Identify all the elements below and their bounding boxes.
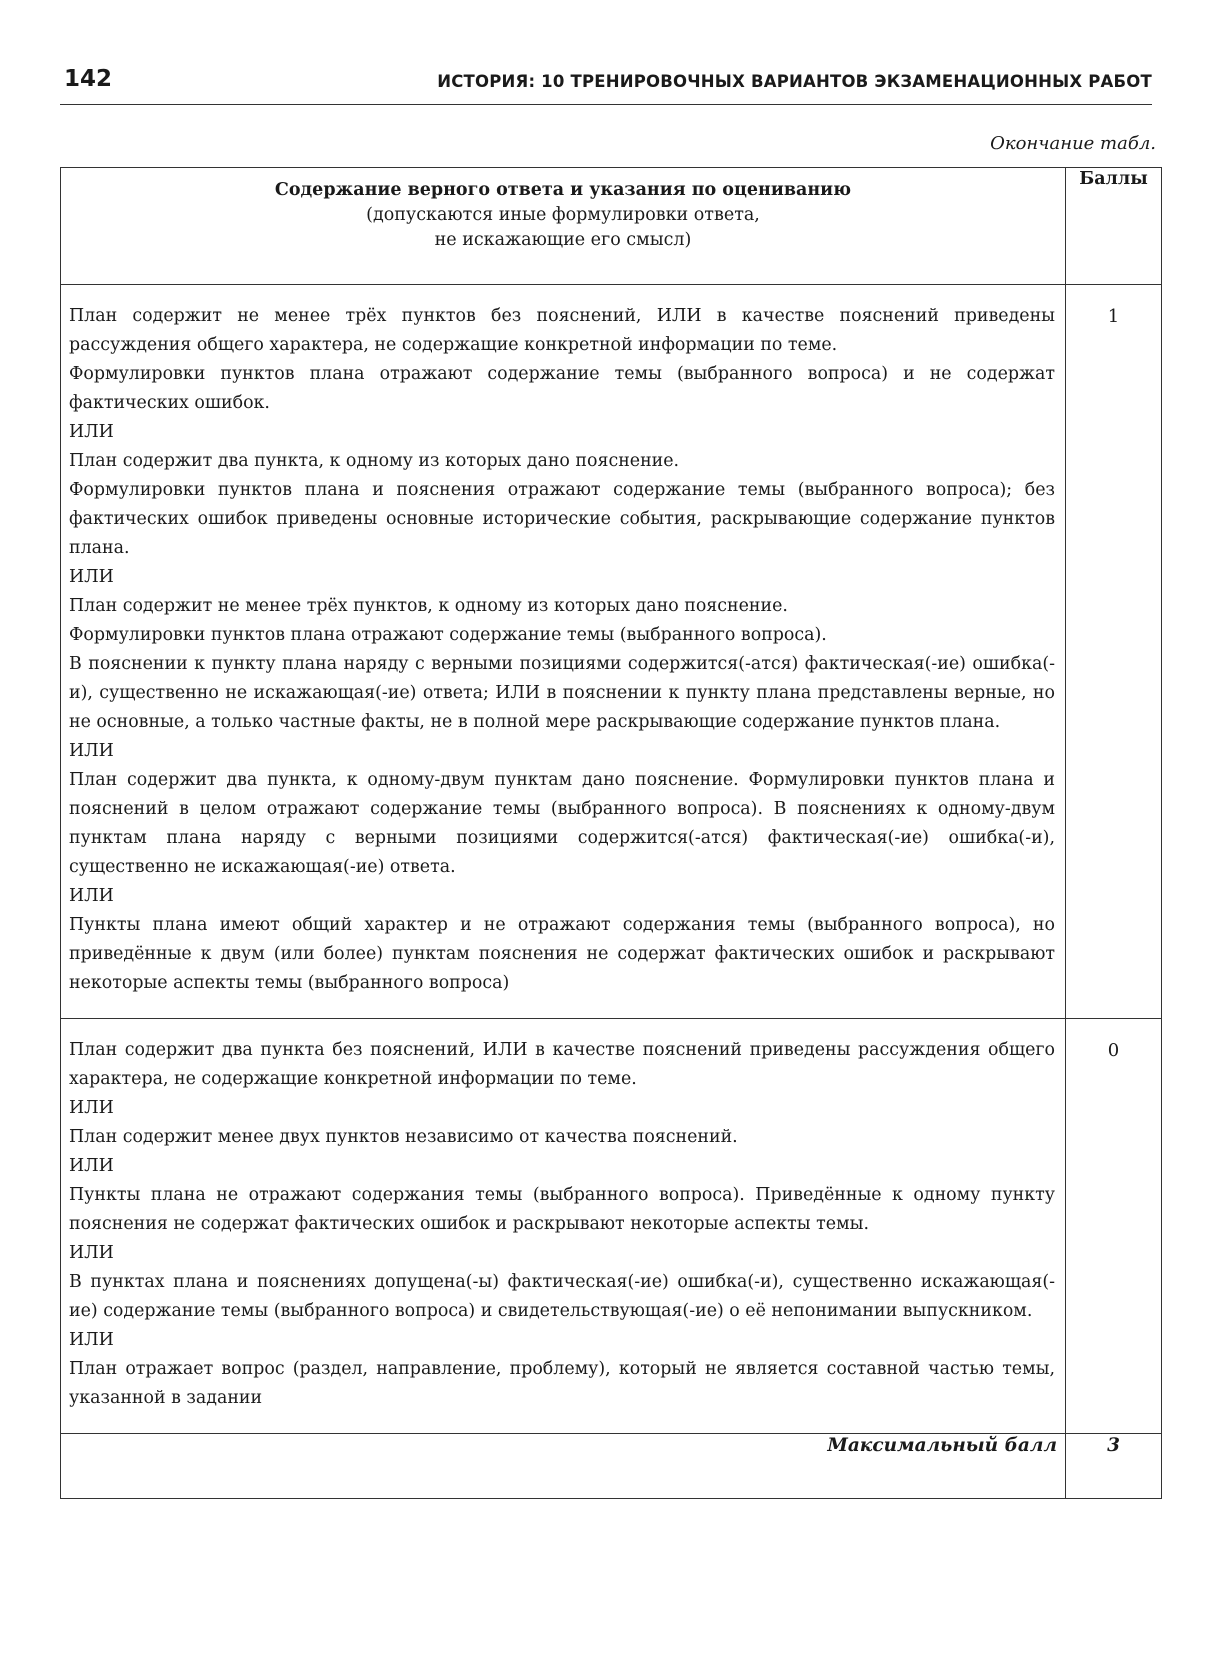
points-cell-score-1: 1	[1066, 285, 1162, 1019]
criteria-cell-score-1	[61, 285, 1066, 1019]
criteria-paragraph: План содержит не менее трёх пунктов, к одному из которых дано пояснение.	[69, 596, 788, 616]
criteria-paragraph: План содержит менее двух пунктов независимо от качества пояснений.	[69, 1127, 738, 1147]
criteria-paragraph: Пункты плана имеют общий характер и не отражают содержания темы (выбранного вопроса), но приведённые к двум (или более) пунктам пояснения не содержат фактических ошибок и раскрывают некоторые аспекты темы (выбранного вопроса)	[69, 915, 1055, 993]
criteria-separator: ИЛИ	[69, 1243, 114, 1263]
content-header-title: Содержание верного ответа и указания по оцениванию	[274, 180, 852, 200]
criteria-separator: ИЛИ	[69, 1330, 114, 1350]
criteria-separator: ИЛИ	[69, 741, 114, 761]
criteria-separator: ИЛИ	[69, 422, 114, 442]
criteria-paragraph: План содержит два пункта, к одному-двум пунктам дано пояснение. Формулировки пунктов плана и пояснений в целом отражают содержание темы (выбранного вопроса). В пояснениях к одному-двум пунктам плана наряду с верными позициями содержится(-атся) фактическая(-ие) ошибка(-и), существенно не искажающая(-ие) ответа.	[69, 770, 1055, 877]
points-column-header: Баллы	[1066, 168, 1162, 285]
content-column-header	[61, 168, 1066, 285]
criteria-cell-score-0	[61, 1019, 1066, 1434]
content-header-note-line-2: не искажающие его смысл)	[434, 230, 692, 250]
table-row	[61, 1019, 1162, 1434]
max-score-value: 3	[1066, 1434, 1162, 1499]
criteria-paragraph: План содержит два пункта без пояснений, ИЛИ в качестве пояснений приведены рассуждения общего характера, не содержащие конкретной информации по теме.	[69, 1040, 1055, 1089]
criteria-separator: ИЛИ	[69, 567, 114, 587]
criteria-paragraph: План содержит не менее трёх пунктов без пояснений, ИЛИ в качестве пояснений приведены рассуждения общего характера, не содержащие конкретной информации по теме.	[69, 306, 1055, 355]
criteria-separator: ИЛИ	[69, 886, 114, 906]
running-title: ИСТОРИЯ: 10 ТРЕНИРОВОЧНЫХ ВАРИАНТОВ ЭКЗАМЕНАЦИОННЫХ РАБОТ	[437, 72, 1152, 91]
header-rule	[60, 104, 1152, 105]
criteria-separator: ИЛИ	[69, 1098, 114, 1118]
scoring-table	[60, 167, 1162, 1499]
criteria-paragraph: Формулировки пунктов плана отражают содержание темы (выбранного вопроса) и не содержат фактических ошибок.	[69, 364, 1055, 413]
table-header-row	[61, 168, 1162, 285]
criteria-separator: ИЛИ	[69, 1156, 114, 1176]
max-score-label: Максимальный балл	[61, 1434, 1066, 1499]
table-continuation-label: Окончание табл.	[990, 133, 1156, 154]
criteria-paragraph: План содержит два пункта, к одному из которых дано пояснение.	[69, 451, 680, 471]
criteria-paragraph: В пунктах плана и пояснениях допущена(-ы) фактическая(-ие) ошибка(-и), существенно искажающая(-ие) содержание темы (выбранного вопроса) и свидетельствующая(-ие) о её непонимании выпускником.	[69, 1272, 1055, 1321]
criteria-paragraph: В пояснении к пункту плана наряду с верными позициями содержится(-атся) фактическая(-ие) ошибка(-и), существенно не искажающая(-ие) ответа; ИЛИ в пояснении к пункту плана представлены верные, но не основные, а только частные факты, не в полной мере раскрывающие содержание пунктов плана.	[69, 654, 1055, 732]
content-header-note-line-1: (допускаются иные формулировки ответа,	[366, 205, 760, 225]
table-row	[61, 285, 1162, 1019]
points-cell-score-0: 0	[1066, 1019, 1162, 1434]
max-score-row	[61, 1434, 1162, 1499]
criteria-paragraph: Формулировки пунктов плана отражают содержание темы (выбранного вопроса).	[69, 625, 827, 645]
page-number: 142	[64, 66, 113, 92]
criteria-paragraph: План отражает вопрос (раздел, направление, проблему), который не является составной частью темы, указанной в задании	[69, 1359, 1055, 1408]
criteria-paragraph: Формулировки пунктов плана и пояснения отражают содержание темы (выбранного вопроса); без фактических ошибок приведены основные исторические события, раскрывающие содержание пунктов плана.	[69, 480, 1055, 558]
criteria-paragraph: Пункты плана не отражают содержания темы (выбранного вопроса). Приведённые к одному пункту пояснения не содержат фактических ошибок и раскрывают некоторые аспекты темы.	[69, 1185, 1055, 1234]
